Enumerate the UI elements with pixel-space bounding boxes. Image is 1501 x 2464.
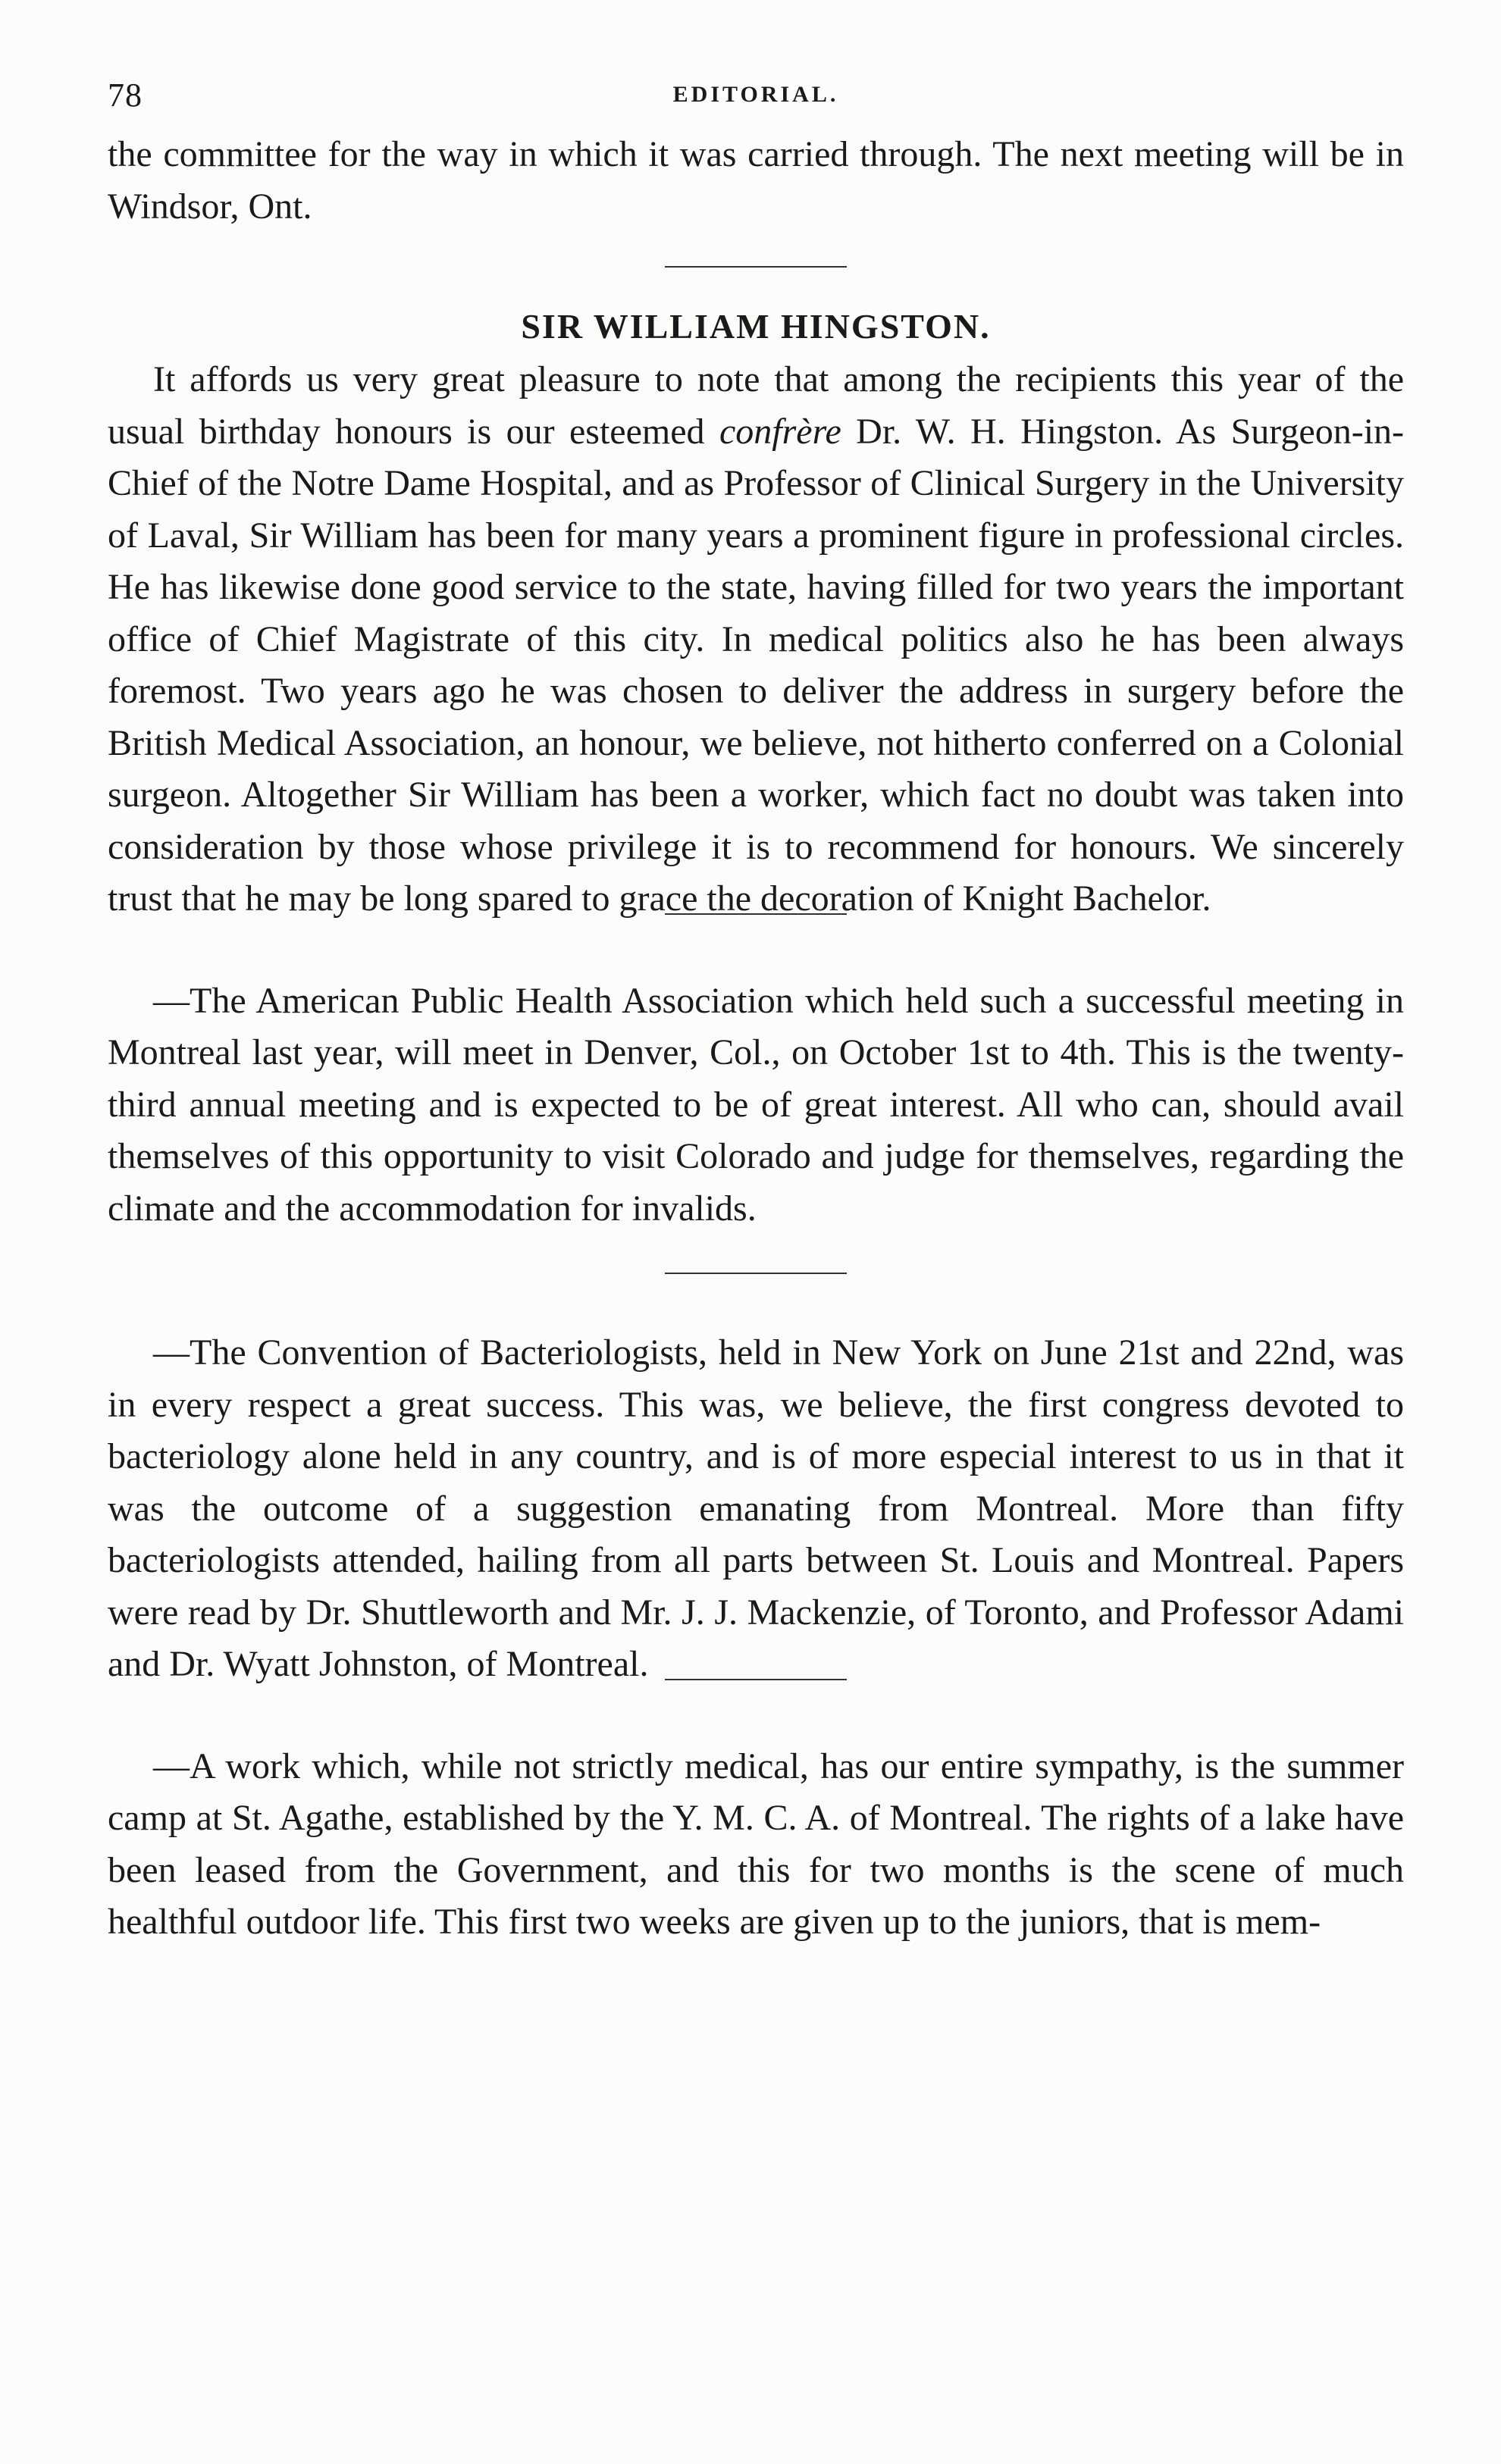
running-header xyxy=(108,76,1404,129)
continued-paragraph: the committee for the way in which it was carried through. The next meeting will be in Windsor, Ont. xyxy=(108,134,1404,227)
section-separator xyxy=(665,266,847,268)
document-page xyxy=(108,76,1404,1949)
article-paragraph xyxy=(108,354,1404,925)
news-note-apha: —The American Public Health Association which held such a successful meeting in Montreal last year, will meet in Denver, Col., on October 1st to 4th. This is the twenty-third annual meeting and is expected to be of great interest. All who can, should avail themselves of this opportunity to visit Colorado and judge for themselves, regarding the climate and the accommodation for invalids. xyxy=(108,980,1404,1229)
running-title: EDITORIAL. xyxy=(672,82,839,107)
article-italic-word: confrère xyxy=(719,411,841,452)
article-text-before-italic: It affords us very great pleasure to note that among the recipients this year of the usual birthday honours is our esteemed xyxy=(108,359,1404,452)
page-number: 78 xyxy=(108,77,143,114)
section-separator xyxy=(665,1273,847,1274)
news-note-summer-camp: —A work which, while not strictly medical, has our entire sympathy, is the summer camp at St. Agathe, established by the Y. M. C. A. of Montreal. The rights of a lake have been leased from the Government, and this for two months is the scene of much healthful outdoor life. This first two weeks are given up to the juniors, that is mem- xyxy=(108,1745,1404,1942)
section-separator xyxy=(665,1679,847,1680)
article-heading: SIR WILLIAM HINGSTON. xyxy=(521,307,991,346)
article-text-after-italic: Dr. W. H. Hingston. As Surgeon-in-Chief of the Notre Dame Hospital, and as Professor of Clinical Surgery in the University of Laval, Sir William has been for many years a prominent figure in professional circles. He has likewise done good service to the state, having filled for two years the important office of Chief Magistrate of this city. In medical politics also he has been always foremost. Two years ago he was chosen to deliver the address in surgery before the British Medical Association, an honour, we believe, not hitherto conferred on a Colonial surgeon. Altogether Sir William has been a worker, which fact no doubt was taken into consideration by those whose privilege it is to recommend for honours. We sincerely trust that he may be long spared to grace the decoration of Knight Bachelor. xyxy=(108,411,1405,919)
news-note-bacteriologists: —The Convention of Bacteriologists, held in New York on June 21st and 22nd, was in every respect a great success. This was, we believe, the first congress devoted to bacteriology alone held in any country, and is of more especial interest to us in that it was the outcome of a suggestion emanating from Montreal. More than fifty bacteriologists attended, hailing from all parts between St. Louis and Montreal. Papers were read by Dr. Shuttleworth and Mr. J. J. Mackenzie, of Toronto, and Professor Adami and Dr. Wyatt Johnston, of Montreal. xyxy=(108,1332,1404,1684)
